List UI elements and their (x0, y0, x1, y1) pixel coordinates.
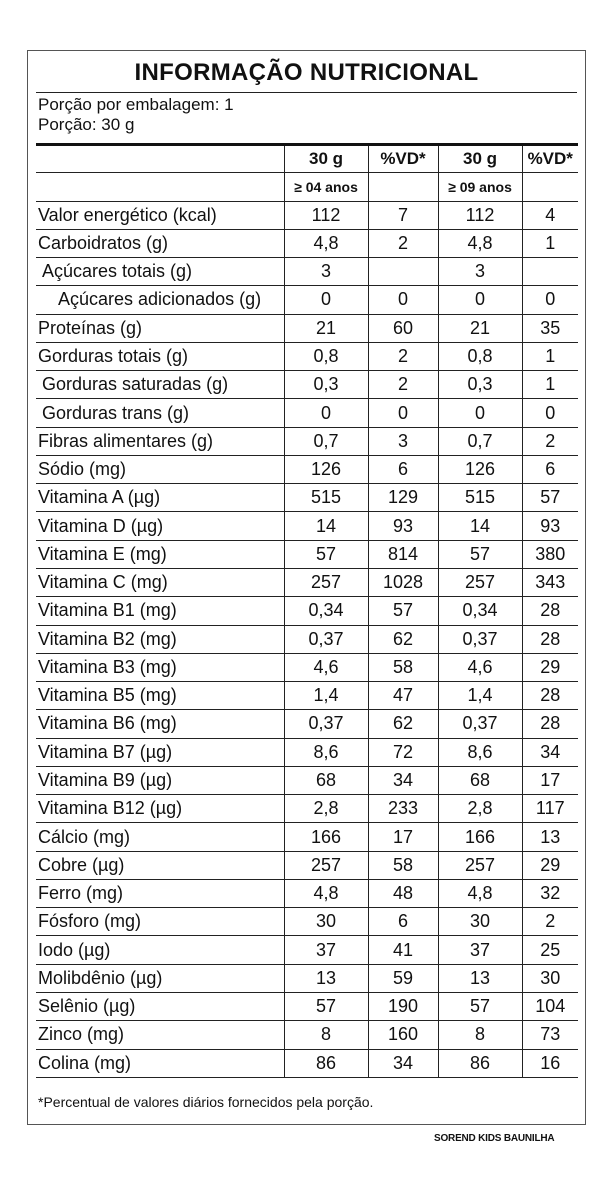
amount-cell: 0 (284, 399, 368, 427)
nutrient-label: Açúcares adicionados (g) (36, 286, 284, 314)
amount-cell: 0,34 (438, 597, 522, 625)
nutrient-row (36, 795, 578, 823)
daily-value-cell: 1 (522, 342, 578, 370)
daily-value-cell: 48 (368, 879, 438, 907)
daily-value-cell: 0 (368, 286, 438, 314)
daily-value-cell: 129 (368, 484, 438, 512)
amount-cell: 3 (438, 258, 522, 286)
daily-value-cell: 17 (522, 766, 578, 794)
nutrient-row (36, 512, 578, 540)
amount-cell: 515 (284, 484, 368, 512)
amount-cell: 0 (284, 286, 368, 314)
nutrient-row (36, 766, 578, 794)
amount-cell: 8 (284, 1021, 368, 1049)
product-name: SOREND KIDS BAUNILHA (434, 1133, 555, 1144)
daily-value-cell: 190 (368, 992, 438, 1020)
nutrient-row (36, 625, 578, 653)
nutrient-row (36, 992, 578, 1020)
amount-cell: 126 (284, 455, 368, 483)
daily-value-cell: 6 (368, 908, 438, 936)
daily-value-cell: 47 (368, 682, 438, 710)
daily-value-cell: 28 (522, 710, 578, 738)
nutrient-row (36, 399, 578, 427)
amount-cell: 166 (284, 823, 368, 851)
daily-value-cell: 16 (522, 1049, 578, 1077)
nutrient-row (36, 371, 578, 399)
nutrient-row (36, 342, 578, 370)
daily-value-cell: 4 (522, 201, 578, 229)
daily-value-cell: 6 (368, 455, 438, 483)
daily-value-cell (522, 258, 578, 286)
daily-value-cell: 104 (522, 992, 578, 1020)
amount-cell: 8,6 (284, 738, 368, 766)
daily-value-cell: 0 (522, 286, 578, 314)
daily-value-cell: 13 (522, 823, 578, 851)
daily-value-cell: 25 (522, 936, 578, 964)
amount-cell: 57 (284, 540, 368, 568)
nutrient-row (36, 314, 578, 342)
amount-cell: 13 (438, 964, 522, 992)
daily-value-cell: 2 (368, 229, 438, 257)
nutrient-row (36, 879, 578, 907)
daily-value-cell: 0 (522, 399, 578, 427)
daily-value-cell: 62 (368, 625, 438, 653)
header-serving-1: 30 g (284, 145, 368, 173)
daily-value-cell: 30 (522, 964, 578, 992)
header-dv-1: %VD* (368, 145, 438, 173)
daily-value-cell: 73 (522, 1021, 578, 1049)
nutrient-label: Sódio (mg) (36, 455, 284, 483)
nutrient-label: Iodo (µg) (36, 936, 284, 964)
nutrient-row (36, 851, 578, 879)
age-blank (36, 173, 284, 201)
amount-cell: 13 (284, 964, 368, 992)
daily-value-cell: 58 (368, 851, 438, 879)
daily-value-cell: 160 (368, 1021, 438, 1049)
amount-cell: 257 (284, 568, 368, 596)
nutrient-row (36, 936, 578, 964)
nutrient-label: Zinco (mg) (36, 1021, 284, 1049)
amount-cell: 257 (438, 568, 522, 596)
amount-cell: 0,7 (284, 427, 368, 455)
panel-title: INFORMAÇÃO NUTRICIONAL (134, 59, 479, 86)
age-dv-1-blank (368, 173, 438, 201)
daily-value-cell: 58 (368, 653, 438, 681)
nutrient-label: Selênio (µg) (36, 992, 284, 1020)
amount-cell: 0,37 (438, 625, 522, 653)
daily-value-cell: 34 (368, 1049, 438, 1077)
amount-cell: 0,37 (284, 625, 368, 653)
amount-cell: 21 (284, 314, 368, 342)
amount-cell: 2,8 (438, 795, 522, 823)
amount-cell: 257 (284, 851, 368, 879)
amount-cell: 0 (438, 399, 522, 427)
daily-value-cell: 93 (368, 512, 438, 540)
nutrient-row (36, 738, 578, 766)
daily-value-cell: 343 (522, 568, 578, 596)
amount-cell: 4,8 (284, 879, 368, 907)
daily-value-cell: 2 (522, 427, 578, 455)
nutrient-row (36, 568, 578, 596)
daily-value-cell: 1 (522, 229, 578, 257)
nutrient-row (36, 823, 578, 851)
amount-cell: 68 (438, 766, 522, 794)
daily-value-cell: 2 (368, 342, 438, 370)
nutrition-table (36, 143, 578, 1078)
amount-cell: 4,8 (438, 229, 522, 257)
nutrient-row (36, 653, 578, 681)
amount-cell: 1,4 (438, 682, 522, 710)
daily-value-cell: 41 (368, 936, 438, 964)
amount-cell: 86 (438, 1049, 522, 1077)
daily-value-cell: 28 (522, 597, 578, 625)
nutrient-label: Vitamina C (mg) (36, 568, 284, 596)
daily-value-cell: 29 (522, 653, 578, 681)
daily-value-cell: 28 (522, 625, 578, 653)
amount-cell: 4,6 (284, 653, 368, 681)
amount-cell: 0 (438, 286, 522, 314)
daily-value-cell: 233 (368, 795, 438, 823)
amount-cell: 257 (438, 851, 522, 879)
daily-value-cell: 29 (522, 851, 578, 879)
amount-cell: 8 (438, 1021, 522, 1049)
amount-cell: 4,8 (438, 879, 522, 907)
amount-cell: 0,8 (284, 342, 368, 370)
nutrient-label: Molibdênio (µg) (36, 964, 284, 992)
nutrient-label: Vitamina B7 (µg) (36, 738, 284, 766)
daily-value-cell: 3 (368, 427, 438, 455)
daily-value-cell: 814 (368, 540, 438, 568)
nutrient-row (36, 682, 578, 710)
nutrient-label: Cálcio (mg) (36, 823, 284, 851)
amount-cell: 126 (438, 455, 522, 483)
nutrient-row (36, 258, 578, 286)
daily-value-cell: 28 (522, 682, 578, 710)
daily-value-cell: 2 (522, 908, 578, 936)
daily-value-cell: 17 (368, 823, 438, 851)
amount-cell: 86 (284, 1049, 368, 1077)
nutrient-row (36, 1021, 578, 1049)
daily-value-cell: 34 (368, 766, 438, 794)
daily-value-cell: 1 (522, 371, 578, 399)
nutrient-label: Valor energético (kcal) (36, 201, 284, 229)
daily-value-cell: 1028 (368, 568, 438, 596)
daily-value-cell: 60 (368, 314, 438, 342)
amount-cell: 4,6 (438, 653, 522, 681)
amount-cell: 1,4 (284, 682, 368, 710)
portion-per-package: Porção por embalagem: 1 (38, 95, 234, 114)
nutrient-label: Fibras alimentares (g) (36, 427, 284, 455)
daily-value-cell (368, 258, 438, 286)
nutrient-row (36, 229, 578, 257)
age-dv-2-blank (522, 173, 578, 201)
amount-cell: 68 (284, 766, 368, 794)
amount-cell: 4,8 (284, 229, 368, 257)
nutrient-label: Vitamina D (µg) (36, 512, 284, 540)
nutrient-label: Vitamina A (µg) (36, 484, 284, 512)
age-group-1: ≥ 04 anos (284, 173, 368, 201)
nutrient-label: Proteínas (g) (36, 314, 284, 342)
nutrient-label: Vitamina E (mg) (36, 540, 284, 568)
nutrient-label: Vitamina B3 (mg) (36, 653, 284, 681)
daily-value-cell: 72 (368, 738, 438, 766)
nutrient-row (36, 455, 578, 483)
daily-value-cell: 35 (522, 314, 578, 342)
nutrient-label: Gorduras trans (g) (36, 399, 284, 427)
header-dv-2: %VD* (522, 145, 578, 173)
amount-cell: 515 (438, 484, 522, 512)
amount-cell: 2,8 (284, 795, 368, 823)
amount-cell: 166 (438, 823, 522, 851)
daily-value-cell: 93 (522, 512, 578, 540)
daily-value-cell: 57 (522, 484, 578, 512)
daily-value-cell: 62 (368, 710, 438, 738)
amount-cell: 0,7 (438, 427, 522, 455)
amount-cell: 0,3 (438, 371, 522, 399)
amount-cell: 0,3 (284, 371, 368, 399)
nutrient-label: Vitamina B9 (µg) (36, 766, 284, 794)
header-serving-2: 30 g (438, 145, 522, 173)
amount-cell: 14 (438, 512, 522, 540)
amount-cell: 0,37 (284, 710, 368, 738)
age-row (36, 173, 578, 201)
nutrient-label: Açúcares totais (g) (36, 258, 284, 286)
nutrition-table-body (36, 145, 578, 1078)
nutrient-label: Carboidratos (g) (36, 229, 284, 257)
nutrient-row (36, 1049, 578, 1077)
amount-cell: 3 (284, 258, 368, 286)
nutrient-label: Colina (mg) (36, 1049, 284, 1077)
title-divider (36, 92, 577, 93)
nutrient-label: Vitamina B12 (µg) (36, 795, 284, 823)
nutrient-label: Gorduras saturadas (g) (36, 371, 284, 399)
daily-value-cell: 0 (368, 399, 438, 427)
nutrient-label: Gorduras totais (g) (36, 342, 284, 370)
header-blank (36, 145, 284, 173)
amount-cell: 112 (438, 201, 522, 229)
amount-cell: 112 (284, 201, 368, 229)
amount-cell: 0,34 (284, 597, 368, 625)
amount-cell: 30 (438, 908, 522, 936)
amount-cell: 37 (438, 936, 522, 964)
nutrient-label: Vitamina B1 (mg) (36, 597, 284, 625)
nutrient-row (36, 201, 578, 229)
nutrient-row (36, 710, 578, 738)
nutrient-label: Fósforo (mg) (36, 908, 284, 936)
nutrient-label: Vitamina B2 (mg) (36, 625, 284, 653)
nutrient-row (36, 908, 578, 936)
daily-value-cell: 32 (522, 879, 578, 907)
age-group-2: ≥ 09 anos (438, 173, 522, 201)
nutrient-row (36, 964, 578, 992)
amount-cell: 57 (438, 540, 522, 568)
daily-value-cell: 57 (368, 597, 438, 625)
nutrient-label: Cobre (µg) (36, 851, 284, 879)
amount-cell: 57 (284, 992, 368, 1020)
nutrition-facts-panel (27, 50, 586, 1125)
nutrient-row (36, 597, 578, 625)
header-row (36, 145, 578, 173)
daily-value-cell: 6 (522, 455, 578, 483)
nutrient-label: Vitamina B5 (mg) (36, 682, 284, 710)
nutrient-row (36, 286, 578, 314)
nutrient-label: Ferro (mg) (36, 879, 284, 907)
daily-value-cell: 34 (522, 738, 578, 766)
amount-cell: 21 (438, 314, 522, 342)
daily-value-cell: 7 (368, 201, 438, 229)
nutrient-row (36, 540, 578, 568)
daily-value-cell: 117 (522, 795, 578, 823)
daily-value-cell: 380 (522, 540, 578, 568)
nutrient-label: Vitamina B6 (mg) (36, 710, 284, 738)
amount-cell: 0,8 (438, 342, 522, 370)
footnote: *Percentual de valores diários fornecidos pela porção. (38, 1094, 374, 1110)
amount-cell: 0,37 (438, 710, 522, 738)
nutrient-row (36, 484, 578, 512)
amount-cell: 37 (284, 936, 368, 964)
amount-cell: 14 (284, 512, 368, 540)
amount-cell: 8,6 (438, 738, 522, 766)
daily-value-cell: 59 (368, 964, 438, 992)
nutrient-row (36, 427, 578, 455)
portion-size: Porção: 30 g (38, 115, 135, 134)
daily-value-cell: 2 (368, 371, 438, 399)
amount-cell: 30 (284, 908, 368, 936)
amount-cell: 57 (438, 992, 522, 1020)
